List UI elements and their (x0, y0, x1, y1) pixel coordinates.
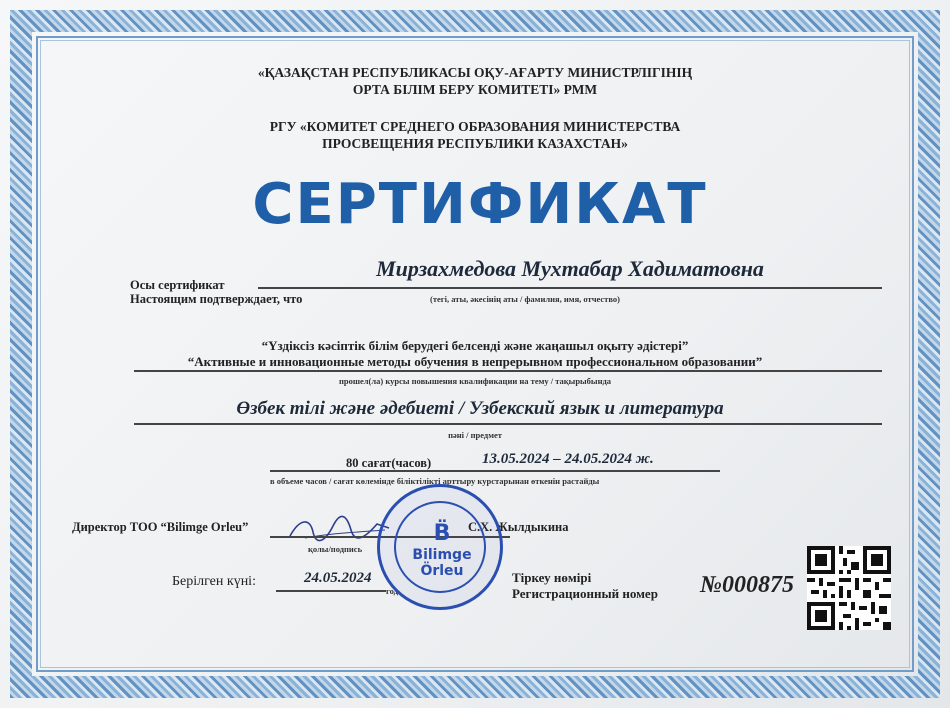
stamp-brand: Bilimge (412, 547, 472, 563)
director-caption: қолы/подпись (308, 544, 363, 554)
issued-line (276, 590, 386, 592)
course-title-kz: “Үздіксіз кәсіптік білім берудегі белсенді және жаңашыл оқыту әдістері” (261, 338, 689, 353)
hours: 80 сағат(часов) (346, 456, 432, 470)
header-kz (180, 64, 770, 98)
certificate-title: СЕРТИФИКАТ (252, 172, 708, 237)
qr-code (807, 546, 891, 630)
course-caption: прошел(ла) курсы повышения квалификации на тему / тақырыбында (338, 376, 612, 386)
subject-line (134, 423, 882, 425)
hours-line (270, 470, 720, 472)
header-ru (180, 118, 770, 152)
stamp-logo-icon: B̈ (433, 521, 451, 546)
issued-label: Берілген күні: (172, 574, 256, 589)
registration-number: №000875 (700, 572, 794, 598)
header-kz-line2: ОРТА БІЛІМ БЕРУ КОМИТЕТІ» РММ (352, 82, 598, 97)
header-ru-line1: РГУ «КОМИТЕТ СРЕДНЕГО ОБРАЗОВАНИЯ МИНИСТЕРСТВА (269, 119, 681, 134)
hours-caption: в объеме часов / сағат көлемінде біліктілікті арттыру курстарынан өткенін растайды (270, 476, 600, 486)
recipient-label-kz: Осы сертификат (130, 278, 225, 292)
subject: Өзбек тілі және әдебиеті / Узбекский язык и литература (236, 398, 724, 419)
header-kz-line1: «ҚАЗАҚСТАН РЕСПУБЛИКАСЫ ОҚУ-АҒАРТУ МИНИСТРЛІГІНІҢ (257, 65, 693, 80)
director-name: С.Х. Жылдыкина (468, 520, 569, 534)
subject-caption: пәні / предмет (448, 430, 502, 440)
course-dates: 13.05.2024 – 24.05.2024 ж. (482, 451, 654, 467)
recipient-label-ru: Настоящим подтверждает, что (130, 292, 303, 306)
course-title-ru: “Активные и инновационные методы обучения в непрерывном профессиональном образовании” (187, 354, 763, 369)
registration-label-ru: Регистрационный номер (512, 586, 658, 601)
recipient-name: Мирзахмедова Мухтабар Хадиматовна (376, 256, 764, 281)
header-ru-line2: ПРОСВЕЩЕНИЯ РЕСПУБЛИКИ КАЗАХСТАН» (322, 136, 628, 151)
director-label: Директор ТОО “Bilimge Orleu” (72, 520, 249, 534)
issued-date: 24.05.2024 (304, 570, 372, 586)
official-stamp (377, 484, 503, 610)
stamp-brand2: Örleu (420, 563, 464, 579)
stamp-inner-ring (394, 501, 486, 593)
issued-caption: год (386, 586, 398, 596)
recipient-line (258, 287, 882, 289)
recipient-caption: (тегі, аты, әкесінің аты / фамилия, имя, отчество) (430, 294, 620, 304)
course-line (134, 370, 882, 372)
registration-label-kz: Тіркеу нөмірі (512, 570, 592, 585)
